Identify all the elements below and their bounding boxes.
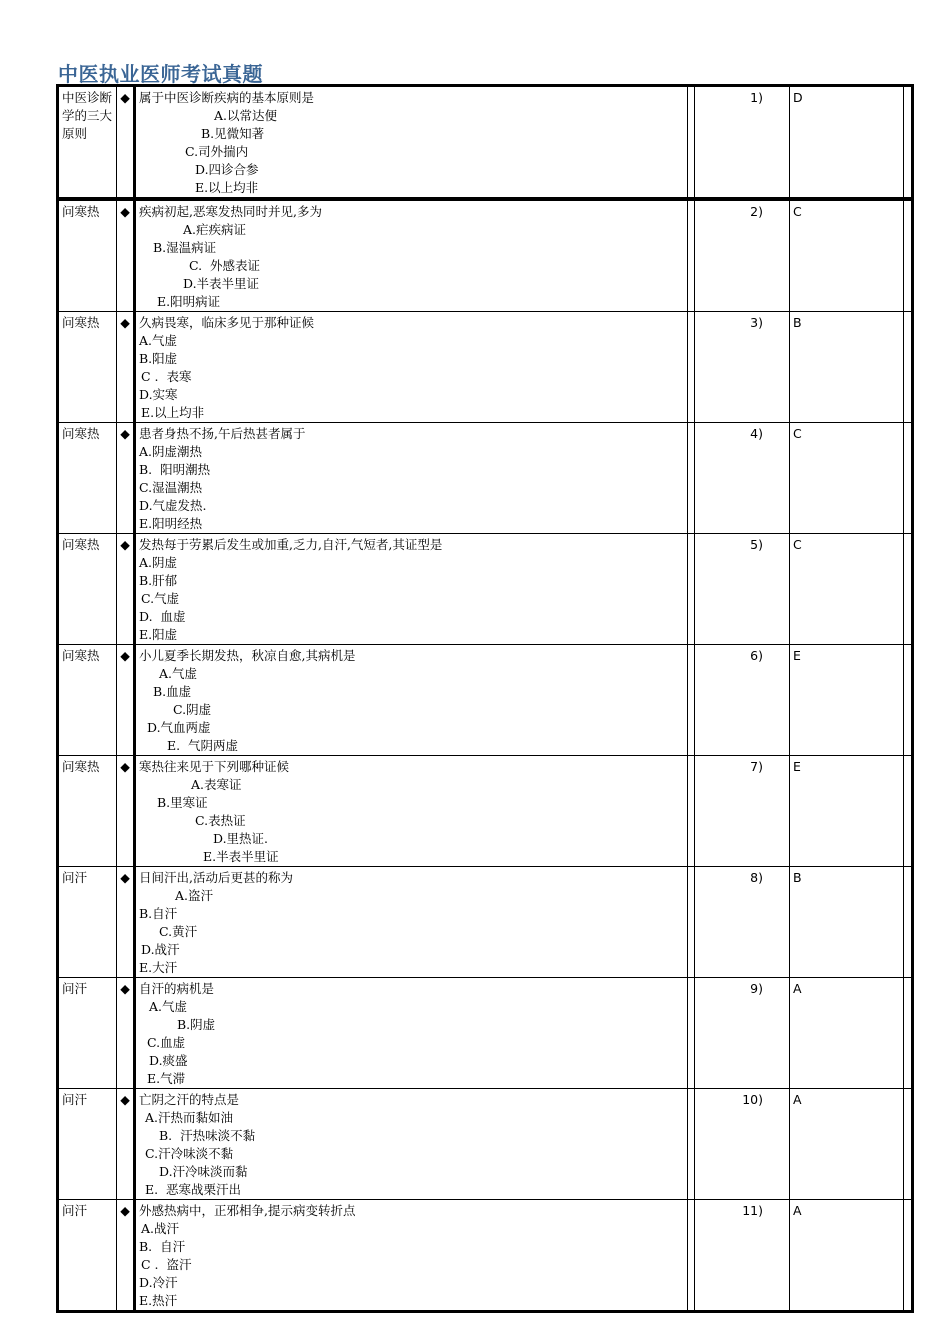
diamond-bullet-icon: ◆ xyxy=(117,867,135,978)
question-cell xyxy=(135,1089,688,1200)
spacer-cell xyxy=(688,645,695,756)
spacer-cell xyxy=(904,756,913,867)
category-cell: 问汗 xyxy=(58,867,117,978)
answer-cell: B xyxy=(790,312,904,423)
spacer-cell xyxy=(904,86,913,200)
answer-cell: D xyxy=(790,86,904,200)
question-row xyxy=(58,978,913,1089)
option-text: A.阴虚潮热 xyxy=(139,444,203,459)
question-row xyxy=(58,645,913,756)
answer-cell: A xyxy=(790,978,904,1089)
question-cell xyxy=(135,312,688,423)
question-text: 日间汗出,活动后更甚的称为 xyxy=(139,870,293,885)
question-cell xyxy=(135,534,688,645)
option-text: D.实寒 xyxy=(139,387,178,402)
option-text: B. 阳明潮热 xyxy=(139,462,211,477)
spacer-cell xyxy=(688,1200,695,1312)
question-number: 10) xyxy=(695,1089,790,1200)
option-text: B.血虚 xyxy=(153,684,192,699)
question-row xyxy=(58,199,913,312)
question-row xyxy=(58,867,913,978)
spacer-cell xyxy=(688,423,695,534)
option-text: A.以常达便 xyxy=(214,108,278,123)
diamond-bullet-icon: ◆ xyxy=(117,86,135,200)
option-text: B.肝郁 xyxy=(139,573,178,588)
question-text: 寒热往来见于下列哪种证候 xyxy=(139,759,290,774)
spacer-cell xyxy=(904,645,913,756)
question-cell xyxy=(135,867,688,978)
option-text: A.汗热而黏如油 xyxy=(145,1110,234,1125)
question-cell xyxy=(135,199,688,312)
question-text: 亡阴之汗的特点是 xyxy=(139,1092,240,1107)
option-text: C . 表寒 xyxy=(141,369,192,384)
category-cell: 中医诊断学的三大原则 xyxy=(58,86,117,200)
category-cell: 问汗 xyxy=(58,978,117,1089)
option-text: B.阴虚 xyxy=(177,1017,216,1032)
diamond-bullet-icon: ◆ xyxy=(117,756,135,867)
spacer-cell xyxy=(688,199,695,312)
option-text: D. 血虚 xyxy=(139,609,186,624)
question-row xyxy=(58,312,913,423)
question-number: 2) xyxy=(695,199,790,312)
spacer-cell xyxy=(688,1089,695,1200)
option-text: E.阳明病证 xyxy=(157,294,221,309)
option-text: E.大汗 xyxy=(139,960,178,975)
question-cell xyxy=(135,756,688,867)
option-text: D.半表半里证 xyxy=(183,276,260,291)
option-text: C.气虚 xyxy=(141,591,180,606)
option-text: E. 气阴两虚 xyxy=(167,738,239,753)
question-number: 3) xyxy=(695,312,790,423)
answer-cell: C xyxy=(790,199,904,312)
category-cell: 问寒热 xyxy=(58,645,117,756)
spacer-cell xyxy=(688,534,695,645)
option-text: A.战汗 xyxy=(141,1221,180,1236)
option-text: E.半表半里证 xyxy=(203,849,279,864)
answer-cell: C xyxy=(790,423,904,534)
option-text: A.盗汗 xyxy=(175,888,214,903)
question-number: 9) xyxy=(695,978,790,1089)
option-text: A.阴虚 xyxy=(139,555,178,570)
option-text: D.痰盛 xyxy=(149,1053,188,1068)
question-row xyxy=(58,86,913,200)
option-text: E.阳虚 xyxy=(139,627,178,642)
question-text: 自汗的病机是 xyxy=(139,981,215,996)
spacer-cell xyxy=(904,312,913,423)
question-number: 5) xyxy=(695,534,790,645)
option-text: C. 外感表证 xyxy=(189,258,261,273)
question-cell xyxy=(135,978,688,1089)
question-number: 7) xyxy=(695,756,790,867)
question-text: 外感热病中，正邪相争,提示病变转折点 xyxy=(139,1203,356,1218)
spacer-cell xyxy=(688,86,695,200)
option-text: D.汗冷味淡而黏 xyxy=(159,1164,248,1179)
option-text: A.气虚 xyxy=(149,999,188,1014)
question-cell xyxy=(135,1200,688,1312)
question-text: 属于中医诊断疾病的基本原则是 xyxy=(139,90,315,105)
answer-cell: A xyxy=(790,1089,904,1200)
spacer-cell xyxy=(904,199,913,312)
diamond-bullet-icon: ◆ xyxy=(117,534,135,645)
spacer-cell xyxy=(904,867,913,978)
spacer-cell xyxy=(688,756,695,867)
category-cell: 问寒热 xyxy=(58,199,117,312)
answer-cell: C xyxy=(790,534,904,645)
diamond-bullet-icon: ◆ xyxy=(117,1200,135,1312)
category-cell: 问寒热 xyxy=(58,534,117,645)
answer-cell: E xyxy=(790,756,904,867)
diamond-bullet-icon: ◆ xyxy=(117,199,135,312)
option-text: B. 汗热味淡不黏 xyxy=(159,1128,256,1143)
question-row xyxy=(58,423,913,534)
option-text: D.里热证. xyxy=(213,831,269,846)
question-cell xyxy=(135,645,688,756)
option-text: D.气血两虚 xyxy=(147,720,211,735)
answer-cell: E xyxy=(790,645,904,756)
option-text: B.自汗 xyxy=(139,906,178,921)
option-text: C.阴虚 xyxy=(173,702,212,717)
category-cell: 问寒热 xyxy=(58,756,117,867)
option-text: D.四诊合参 xyxy=(195,162,259,177)
option-text: A.气虚 xyxy=(159,666,198,681)
question-row xyxy=(58,756,913,867)
diamond-bullet-icon: ◆ xyxy=(117,423,135,534)
option-text: C.湿温潮热 xyxy=(139,480,203,495)
option-text: A.疟疾病证 xyxy=(183,222,247,237)
option-text: E.热汗 xyxy=(139,1293,178,1308)
diamond-bullet-icon: ◆ xyxy=(117,978,135,1089)
spacer-cell xyxy=(904,1089,913,1200)
option-text: B.阳虚 xyxy=(139,351,178,366)
question-text: 久病畏寒，临床多见于那种证候 xyxy=(139,315,315,330)
option-text: B. 自汗 xyxy=(139,1239,186,1254)
option-text: C.表热证 xyxy=(195,813,246,828)
category-cell: 问寒热 xyxy=(58,312,117,423)
spacer-cell xyxy=(904,423,913,534)
question-cell xyxy=(135,86,688,200)
question-text: 发热每于劳累后发生或加重,乏力,自汗,气短者,其证型是 xyxy=(139,537,443,552)
question-row xyxy=(58,1200,913,1312)
spacer-cell xyxy=(904,978,913,1089)
category-cell: 问汗 xyxy=(58,1089,117,1200)
question-number: 6) xyxy=(695,645,790,756)
question-row xyxy=(58,1089,913,1200)
option-text: E.阳明经热 xyxy=(139,516,203,531)
option-text: B.里寒证 xyxy=(157,795,208,810)
question-row xyxy=(58,534,913,645)
option-text: C.黄汗 xyxy=(159,924,198,939)
category-cell: 问汗 xyxy=(58,1200,117,1312)
option-text: E.以上均非 xyxy=(195,180,259,195)
question-number: 1) xyxy=(695,86,790,200)
option-text: C . 盗汗 xyxy=(141,1257,192,1272)
option-text: B.湿温病证 xyxy=(153,240,217,255)
option-text: E.气滞 xyxy=(147,1071,186,1086)
spacer-cell xyxy=(904,534,913,645)
diamond-bullet-icon: ◆ xyxy=(117,645,135,756)
option-text: C.汗冷味淡不黏 xyxy=(145,1146,234,1161)
option-text: E.以上均非 xyxy=(141,405,205,420)
category-cell: 问寒热 xyxy=(58,423,117,534)
option-text: D.战汗 xyxy=(141,942,180,957)
question-text: 小儿夏季长期发热，秋凉自愈,其病机是 xyxy=(139,648,356,663)
diamond-bullet-icon: ◆ xyxy=(117,312,135,423)
answer-cell: B xyxy=(790,867,904,978)
question-number: 11) xyxy=(695,1200,790,1312)
option-text: A.表寒证 xyxy=(191,777,242,792)
question-number: 4) xyxy=(695,423,790,534)
option-text: A.气虚 xyxy=(139,333,178,348)
diamond-bullet-icon: ◆ xyxy=(117,1089,135,1200)
spacer-cell xyxy=(904,1200,913,1312)
question-text: 患者身热不扬,午后热甚者属于 xyxy=(139,426,306,441)
option-text: D.冷汗 xyxy=(139,1275,178,1290)
option-text: C.司外揣内 xyxy=(185,144,249,159)
spacer-cell xyxy=(688,312,695,423)
question-number: 8) xyxy=(695,867,790,978)
option-text: E. 恶寒战栗汗出 xyxy=(145,1182,242,1197)
question-text: 疾病初起,恶寒发热同时并见,多为 xyxy=(139,204,322,219)
question-cell xyxy=(135,423,688,534)
page-title: 中医执业医师考试真题 xyxy=(58,62,263,86)
spacer-cell xyxy=(688,978,695,1089)
option-text: C.血虚 xyxy=(147,1035,186,1050)
answer-cell: A xyxy=(790,1200,904,1312)
option-text: B.见微知著 xyxy=(201,126,265,141)
spacer-cell xyxy=(688,867,695,978)
exam-table xyxy=(56,84,914,1313)
option-text: D.气虚发热. xyxy=(139,498,207,513)
